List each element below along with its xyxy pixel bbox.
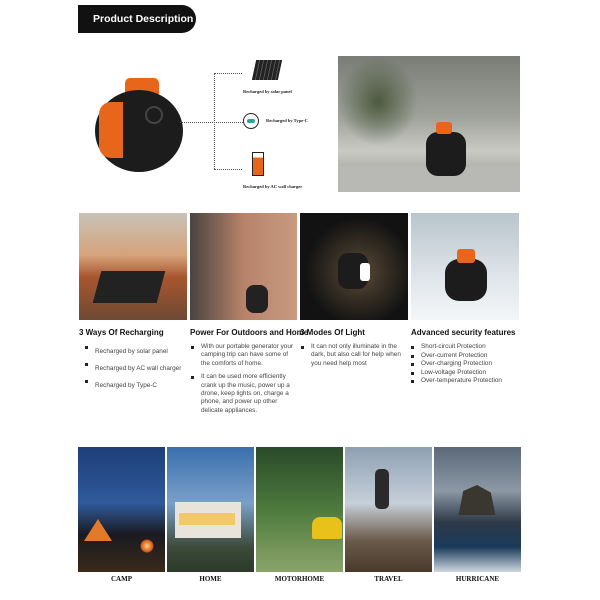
charging-option-label: Recharged by solar panel [243, 89, 292, 94]
feature-item: Over-current Protection [411, 352, 521, 361]
feature-item: Recharged by AC wall charger [85, 360, 189, 377]
type-c-icon [243, 113, 259, 129]
feature-title: Advanced security features [411, 328, 516, 337]
scenario-label: MOTORHOME [274, 575, 325, 583]
feature-title: 3 Ways Of Recharging [79, 328, 164, 337]
feature-title: 3 Modes Of Light [300, 328, 365, 337]
product-illustration [95, 78, 190, 173]
feature-photo-outdoors [190, 213, 297, 320]
feature-item: Recharged by solar panel [85, 343, 189, 360]
feature-item: Over-temperature Protection [411, 377, 521, 386]
feature-item: With our portable generator your camping trip can have some of the comforts of home. [191, 343, 294, 368]
charging-option-label: Recharged by Type-C [266, 118, 308, 123]
feature-list [301, 343, 405, 368]
scenario-photo-motorhome [256, 447, 343, 572]
ac-charger-icon [252, 152, 264, 176]
scenario-photo-travel [345, 447, 432, 572]
scenario-photo-camp [78, 447, 165, 572]
feature-list [85, 343, 189, 394]
feature-list [191, 343, 294, 415]
product-photo-table [338, 56, 520, 192]
scenario-label: CAMP [111, 575, 132, 583]
feature-photo-snow [411, 213, 519, 320]
feature-item: It can not only illuminate in the dark, but also call for help when you need help most [301, 343, 405, 368]
scenario-label: HURRICANE [455, 575, 500, 583]
scenario-photo-home [167, 447, 254, 572]
feature-title: Power For Outdoors and Home [190, 328, 309, 337]
feature-item: Over-charging Protection [411, 360, 521, 369]
feature-item: It can be used more efficiently crank up the music, power up a drone, keep lights on, charge a phone, and power up other delicate appliances. [191, 373, 294, 415]
feature-list [411, 343, 521, 386]
feature-item: Recharged by Type-C [85, 377, 189, 394]
feature-item: Low-voltage Protection [411, 369, 521, 378]
scenario-label: HOME [199, 575, 222, 583]
scenario-photo-hurricane [434, 447, 521, 572]
section-title: Product Description [78, 5, 196, 33]
charging-option-label: Recharged by AC wall charger [243, 184, 303, 189]
feature-photo-light [300, 213, 408, 320]
feature-photo-solar [79, 213, 187, 320]
feature-item: Short-circuit Protection [411, 343, 521, 352]
solar-panel-icon [252, 60, 282, 80]
scenario-label: TRAVEL [374, 575, 403, 583]
